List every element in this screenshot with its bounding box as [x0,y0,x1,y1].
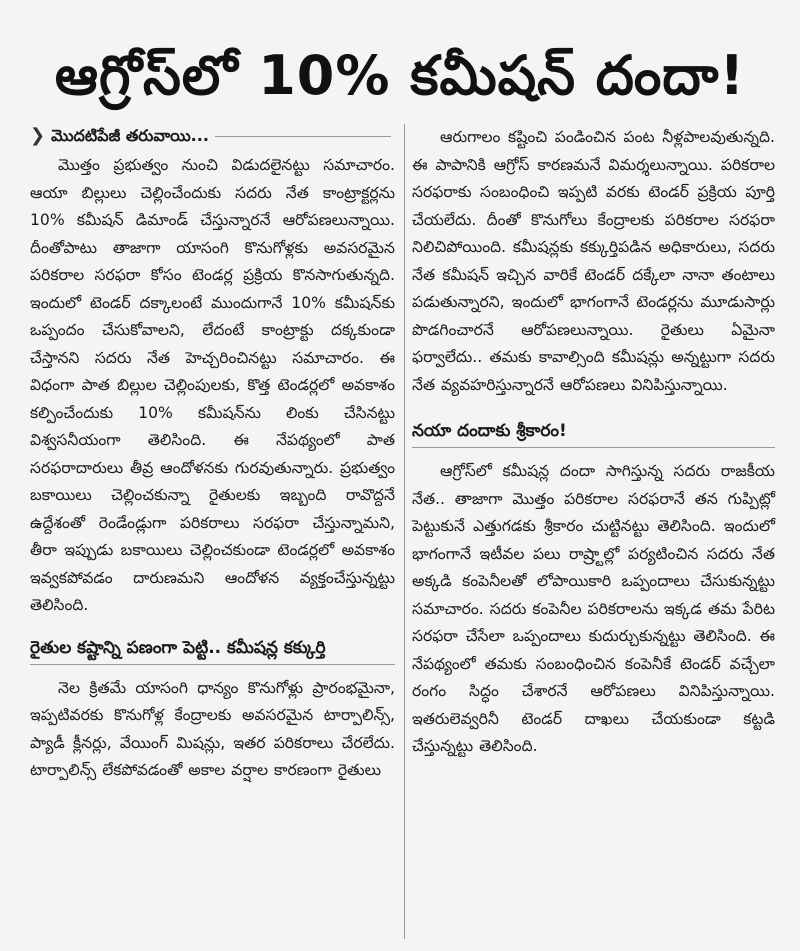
right-column [412,124,775,761]
continuation-rule [215,136,391,137]
subheading: నయా దందాకు శ్రీకారం! [412,417,775,448]
continuation-label: మొదటిపేజీ తరువాయి... [51,126,209,145]
continuation-line [30,124,395,148]
headline: ఆగ్రోస్‌లో 10% కమీషన్ దందా! [54,44,746,107]
column-divider [404,124,405,939]
body-paragraph: మొత్తం ప్రభుత్వం నుంచి విడుదలైనట్టు సమాచారం. ఆయా బిల్లులు చెల్లించేందుకు సదరు నేత కాంట్రాక్టర్లను 10% కమీషన్ డిమాండ్ చేస్తున్నారనే ఆరోపణలున్నాయి. దీంతోపాటు తాజాగా యాసంగి కొనుగోళ్లకు అవసరమైన పరికరాల సరఫరా కోసం టెండర్ల ప్రక్రియ కొనసాగుతున్నది. ఇందులో టెండర్ దక్కాలంటే ముందుగానే 10% కమీషన్‌కు ఒప్పందం చేసుకోవాలని, లేదంటే కాంట్రాక్టు దక్కకుండా చేస్తానని సదరు నేత హెచ్చరించినట్టు సమాచారం. ఈ విధంగా పాత బిల్లుల చెల్లింపులకు, కొత్త టెండర్లలో అవకాశం కల్పించేందుకు 10% కమీషన్‌ను లింకు చేసినట్టు విశ్వసనీయంగా తెలిసింది. ఈ నేపథ్యంలో పాత సరఫరాదారులు తీవ్ర ఆందోళనకు గురవుతున్నారు. ప్రభుత్వం బకాయిలు చెల్లించకున్నా రైతులకు ఇబ్బంది రావొద్దనే ఉద్దేశంతో రెండేండ్లుగా పరికరాలు సరఫరా చేస్తున్నామని, తీరా ఇప్పుడు బకాయిలు చెల్లించకుండా టెండర్లలో అవకాశం ఇవ్వకపోవడం దారుణమని ఆందోళన వ్యక్తంచేస్తున్నట్టు తెలిసింది. [30,156,395,614]
body-paragraph: ఆగ్రోస్‌లో కమీషన్ల దందా సాగిస్తున్న సదరు రాజకీయ నేత.. తాజాగా మొత్తం పరికరాల సరఫరానే తన గుప్పిట్లో పెట్టుకునే ఎత్తుగడకు శ్రీకారం చుట్టినట్టు తెలిసింది. ఇందులో భాగంగానే ఇటీవల పలు రాష్ర్టాల్లో పర్యటించిన సదరు నేత అక్కడి కంపెనీలతో లోపాయికారి ఒప్పందాలు చేసుకున్నట్టు సమాచారం. సదరు కంపెనీల పరికరాలను ఇక్కడ తమ పేరిట సరఫరా చేసేలా ఒప్పందాలు కుదుర్చుకున్నట్టు తెలిసింది. ఈ నేపథ్యంలో తమకు సంబంధించిన కంపెనీకే టెండర్ వచ్చేలా రంగం సిద్ధం చేశారనే ఆరోపణలు వినిపిస్తున్నాయి. ఇతరులెవ్వరినీ టెండర్ దాఖలు చేయకుండా కట్టడి చేస్తున్నట్టు తెలిసింది. [412,462,775,755]
left-column [30,124,395,785]
body-paragraph: ఆరుగాలం కష్టించి పండించిన పంట నీళ్లపాలవుతున్నది. ఈ పాపానికి ఆగ్రోస్ కారణమనే విమర్శలున్నాయి. పరికరాల సరఫరాకు సంబంధించి ఇప్పటి వరకు టెండర్ ప్రక్రియ పూర్తి చేయలేదు. దీంతో కొనుగోలు కేంద్రాలకు పరికరాల సరఫరా నిలిచిపోయింది. కమీషన్లకు కక్కుర్తిపడిన అధికారులు, సదరు నేత కమీషన్ ఇచ్చిన వారికే టెండర్ దక్కేలా నానా తంటాలు పడుతున్నారని, ఇందులో భాగంగానే టెండర్లను మూడుసార్లు పొడగించారనే ఆరోపణలున్నాయి. రైతులు ఏమైనా ఫర్వాలేదు.. తమకు కావాల్సింది కమీషన్లు అన్నట్టుగా సదరు నేత వ్యవహరిస్తున్నారనే ఆరోపణలు వినిపిస్తున్నాయి. [412,128,775,394]
chevron-right-icon: ❯ [30,125,46,146]
subheading: రైతుల కష్టాన్ని పణంగా పెట్టి.. కమీషన్ల కక్కుర్తి [30,634,395,665]
body-paragraph: నెల క్రితమే యాసంగి ధాన్యం కొనుగోళ్లు ప్రారంభమైనా, ఇప్పటివరకు కొనుగోళ్ల కేంద్రాలకు అవసరమైన టార్పాలిన్స్, ప్యాడీ క్లీనర్లు, వేయింగ్ మిషన్లు, ఇతర పరికరాలు చేరలేదు. టార్పాలిన్స్ లేకపోవడంతో అకాల వర్షాల కారణంగా రైతులు [30,678,395,779]
